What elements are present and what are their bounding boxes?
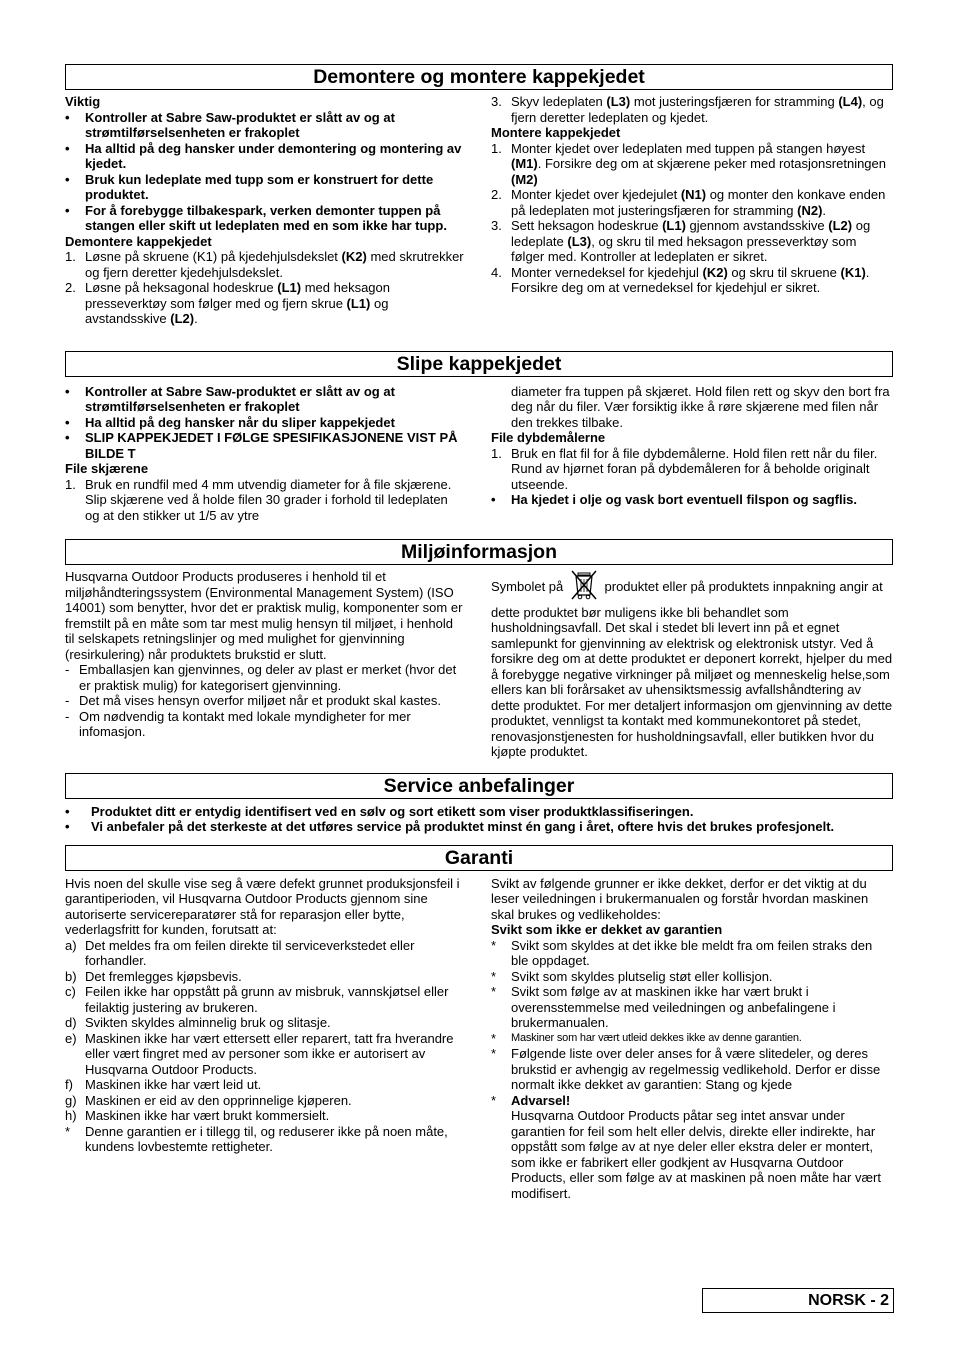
crossed-bin-icon — [569, 569, 599, 605]
section-body-service — [65, 804, 893, 835]
list-item: 1. Bruk en flat fil for å file dybdemålerne. Hold filen rett når du filer. Rund av hjørnet foran på dybdemåleren for å beholde originalt utseende. — [491, 445, 878, 492]
section-body-miljo — [65, 569, 893, 760]
list-item-continued: diameter fra tuppen på skjæret. Hold filen rett og skyv den bort fra deg når du filer. Vær forsiktig ikke å røre skjærene med filen når den trekkes tilbake. — [511, 383, 890, 430]
weee-paragraph: Symbolet på produktet eller på produktets innpakning angir at dette produktet bør muligens ikke bli behandlet som husholdningsavfall. Det skal i stedet bli levert inn på et egnet samlepunkt for gjenvinning av elektrisk og elektronisk utstyr. Ved å forsikre deg om at dette produktet er deponert korrekt, hjelper du med å forebygge negative virkninger på miljøet og menneskelig helse,som ellers kan bli forårsaket av uhensiktsmessig avfallshåndtering av dette produktet. For mer detaljert informasjon om gjenvinning av dette produktet, vennligst ta kontakt med kommunekontoret på stedet, renovasjonstjenesten for husholdningsavfall, eller butikken hvor du kjøpte produktet. — [491, 569, 893, 760]
list-item: d) Svikten skyldes alminnelig bruk og slitasje. — [65, 1015, 331, 1030]
column-right — [491, 569, 893, 760]
list-item: * Svikt som skyldes plutselig støt eller kollisjon. — [491, 968, 773, 984]
list-item: * Svikt som skyldes at det ikke ble meldt fra om feilen straks den ble oppdaget. — [491, 937, 873, 968]
list-item: - Om nødvendig ta kontakt med lokale myndigheter for mer infomasjon. — [65, 708, 411, 739]
bullet: • — [65, 414, 70, 430]
bullet: • — [65, 171, 70, 187]
page-footer: NORSK - 2 — [702, 1288, 894, 1313]
list-item: b) Det fremlegges kjøpsbevis. — [65, 968, 242, 984]
section-header-miljo: Miljøinformasjon — [65, 539, 893, 565]
list-item: 3. Skyv ledeplaten (L3) mot justeringsfjæren for stramming (L4), og fjern deretter ledeplaten og kjedet. — [491, 94, 884, 125]
list-item: • Vi anbefaler på det sterkeste at det utføres service på produktet minst én gang i året, oftere hvis det brukes profesjonelt. — [65, 819, 835, 834]
list-item: * Svikt som følge av at maskinen ikke har vært brukt i overensstemmelse med veiledningen og anbefalingene i brukermanualen. — [491, 984, 836, 1030]
column-left — [65, 94, 465, 327]
list-item: • Kontroller at Sabre Saw-produktet er slått av og at strømtilførselsenheten er frakoplet — [65, 109, 395, 140]
list-item: 1. Løsne på skruene (K1) på kjedehjulsdekslet (K2) med skrutrekker og fjern deretter kjedehjulsdekslet. — [65, 249, 464, 280]
list-item: f) Maskinen ikke har vært leid ut. — [65, 1077, 262, 1092]
viktig-heading: Viktig — [65, 94, 101, 109]
list-item: 1. Monter kjedet over ledeplaten med tuppen på stangen høyest (M1). Forsikre deg om at skjærene peker med rotasjonsretningen (M2) — [491, 140, 886, 187]
list-item: h) Maskinen ikke har vært brukt kommersielt. — [65, 1108, 330, 1123]
list-item: 4. Monter vernedeksel for kjedehjul (K2) og skru til skruene (K1). Forsikre deg om at vernedeksel for kjedehjul er sikret. — [491, 264, 870, 295]
list-item: • SLIP KAPPEKJEDET I FØLGE SPESIFIKASJONENE VIST PÅ BILDE T — [65, 430, 458, 461]
section-header-garanti: Garanti — [65, 845, 893, 871]
list-item: - Emballasjen kan gjenvinnes, og deler av plast er merket (hvor det er praktisk mulig) for kategorisert gjenvinning. — [65, 662, 457, 693]
list-item: • For å forebygge tilbakespark, verken demonter tuppen på stangen eller skift ut ledeplaten med en som ikke har tupp. — [65, 202, 447, 233]
bullet: • — [65, 819, 70, 834]
list-item: * Følgende liste over deler anses for å være slitedeler, og deres brukstid er avhengig av regelmessig vedlikehold. Derfor er disse normalt ikke dekket av garantien: Stang og kjede — [491, 1046, 881, 1092]
list-item: 2. Monter kjedet over kjedejulet (N1) og monter den konkave enden på ledeplaten mot justeringsfjæren for stramming (N2). — [491, 187, 886, 218]
advarsel-heading: Advarsel! — [511, 1092, 571, 1108]
column-left — [65, 876, 465, 1202]
bullet: • — [65, 803, 70, 819]
bullet: • — [65, 430, 70, 445]
garanti-right-paragraph: Svikt av følgende grunner er ikke dekket, derfor er det viktig at du leser veiledningen i brukermanualen og forstår hvordan maskinen skal brukes og vedlikeholdes: — [491, 875, 869, 922]
section-body-demontere — [65, 94, 893, 327]
section-body-slipe — [65, 384, 893, 524]
dybdemaler-heading: File dybdemålerne — [491, 430, 606, 445]
file-heading: File skjærene — [65, 461, 149, 476]
list-item: c) Feilen ikke har oppstått på grunn av misbruk, vannskjøtsel eller feilaktig justering av brukeren. — [65, 984, 449, 1015]
list-item: * Advarsel! Husqvarna Outdoor Products påtar seg intet ansvar under garantien for feil som helt eller delvis, direkte eller indirekte, har oppstått som følge av at nye deler eller ekstra deler er montert, som ikke er fabrikert eller godkjent av Husqvarna Outdoor Products, eller som følge av at maskinen på noen måte har vært modifisert. — [491, 1092, 881, 1201]
column-left — [65, 569, 465, 760]
miljo-paragraph: Husqvarna Outdoor Products produseres i henhold til et miljøhåndteringssystem (Environmental Management System) (ISO 14001) som benytter, hvor det er praktisk mulig, komponenter som er fremstilt på en måte som tar mest mulig hensyn til miljøet, i henhold til selskapets retningslinjer og med mulighet for gjenvinning (resirkulering) når produktets brukstid er slutt. — [65, 569, 463, 662]
montere-heading: Montere kappekjedet — [491, 125, 621, 140]
demontere-heading: Demontere kappekjedet — [65, 233, 212, 249]
list-item: • Kontroller at Sabre Saw-produktet er slått av og at strømtilførselsenheten er frakoplet — [65, 383, 395, 414]
page — [65, 64, 893, 1201]
list-item: * Maskiner som har vært utleid dekkes ikke av denne garantien. — [491, 1030, 802, 1046]
bullet: • — [65, 109, 70, 125]
bullet: • — [65, 140, 70, 156]
list-item: a) Det meldes fra om feilen direkte til serviceverkstedet eller forhandler. — [65, 937, 415, 968]
list-item: • Ha alltid på deg hansker når du sliper kappekjedet — [65, 414, 395, 430]
list-item: 1. Bruk en rundfil med 4 mm utvendig diameter for å file skjærene. Slip skjærene ved å holde filen 30 grader i forhold til ledeplaten og at den stikker ut 1/5 av ytre — [65, 476, 452, 523]
list-item: • Ha alltid på deg hansker under demontering og montering av kjedet. — [65, 140, 462, 171]
column-left — [65, 384, 465, 524]
list-item: - Det må vises hensyn overfor miljøet når et produkt skal kastes. — [65, 693, 441, 708]
section-header-demontere: Demontere og montere kappekjedet — [65, 64, 893, 90]
list-item: • Bruk kun ledeplate med tupp som er konstruert for dette produktet. — [65, 171, 434, 202]
garanti-paragraph: Hvis noen del skulle vise seg å være defekt grunnet produksjonsfeil i garantiperioden, vil Husqvarna Outdoor Products gjennom sine autoriserte servicereparatører stå for reparasjon eller bytte, vederlagsfritt for kunden, forutsatt at: — [65, 875, 460, 937]
section-header-slipe: Slipe kappekjedet — [65, 351, 893, 377]
column-right — [491, 384, 893, 524]
bullet: • — [65, 383, 70, 399]
column-right — [491, 876, 893, 1202]
list-item: 3. Sett heksagon hodeskrue (L1) gjennom avstandsskive (L2) og ledeplate (L3), og skru til med heksagon presseverktøy som følger med. Kontroller at ledeplaten er sikret. — [491, 218, 871, 264]
list-item: • Ha kjedet i olje og vask bort eventuell filspon og sagflis. — [491, 492, 858, 507]
bullet: • — [491, 492, 496, 507]
list-item: • Produktet ditt er entydig identifisert ved en sølv og sort etikett som viser produktklassifiseringen. — [65, 803, 694, 819]
section-header-service: Service anbefalinger — [65, 773, 893, 799]
bullet: • — [65, 202, 70, 218]
list-item: * Denne garantien er i tillegg til, og reduserer ikke på noen måte, kundens lovbestemte rettigheter. — [65, 1123, 448, 1154]
column-right — [491, 94, 893, 327]
section-body-garanti — [65, 876, 893, 1202]
list-item: e) Maskinen ikke har vært ettersett eller reparert, tatt fra hverandre eller vært fingret med av personer som ikke er autorisert av Husqvarna Outdoor Products. — [65, 1030, 454, 1077]
not-covered-heading: Svikt som ikke er dekket av garantien — [491, 922, 723, 937]
list-item: g) Maskinen er eid av den opprinnelige kjøperen. — [65, 1092, 352, 1108]
list-item: 2. Løsne på heksagonal hodeskrue (L1) med heksagon presseverktøy som følger med og fjern skrue (L1) og avstandsskive (L2). — [65, 280, 390, 326]
